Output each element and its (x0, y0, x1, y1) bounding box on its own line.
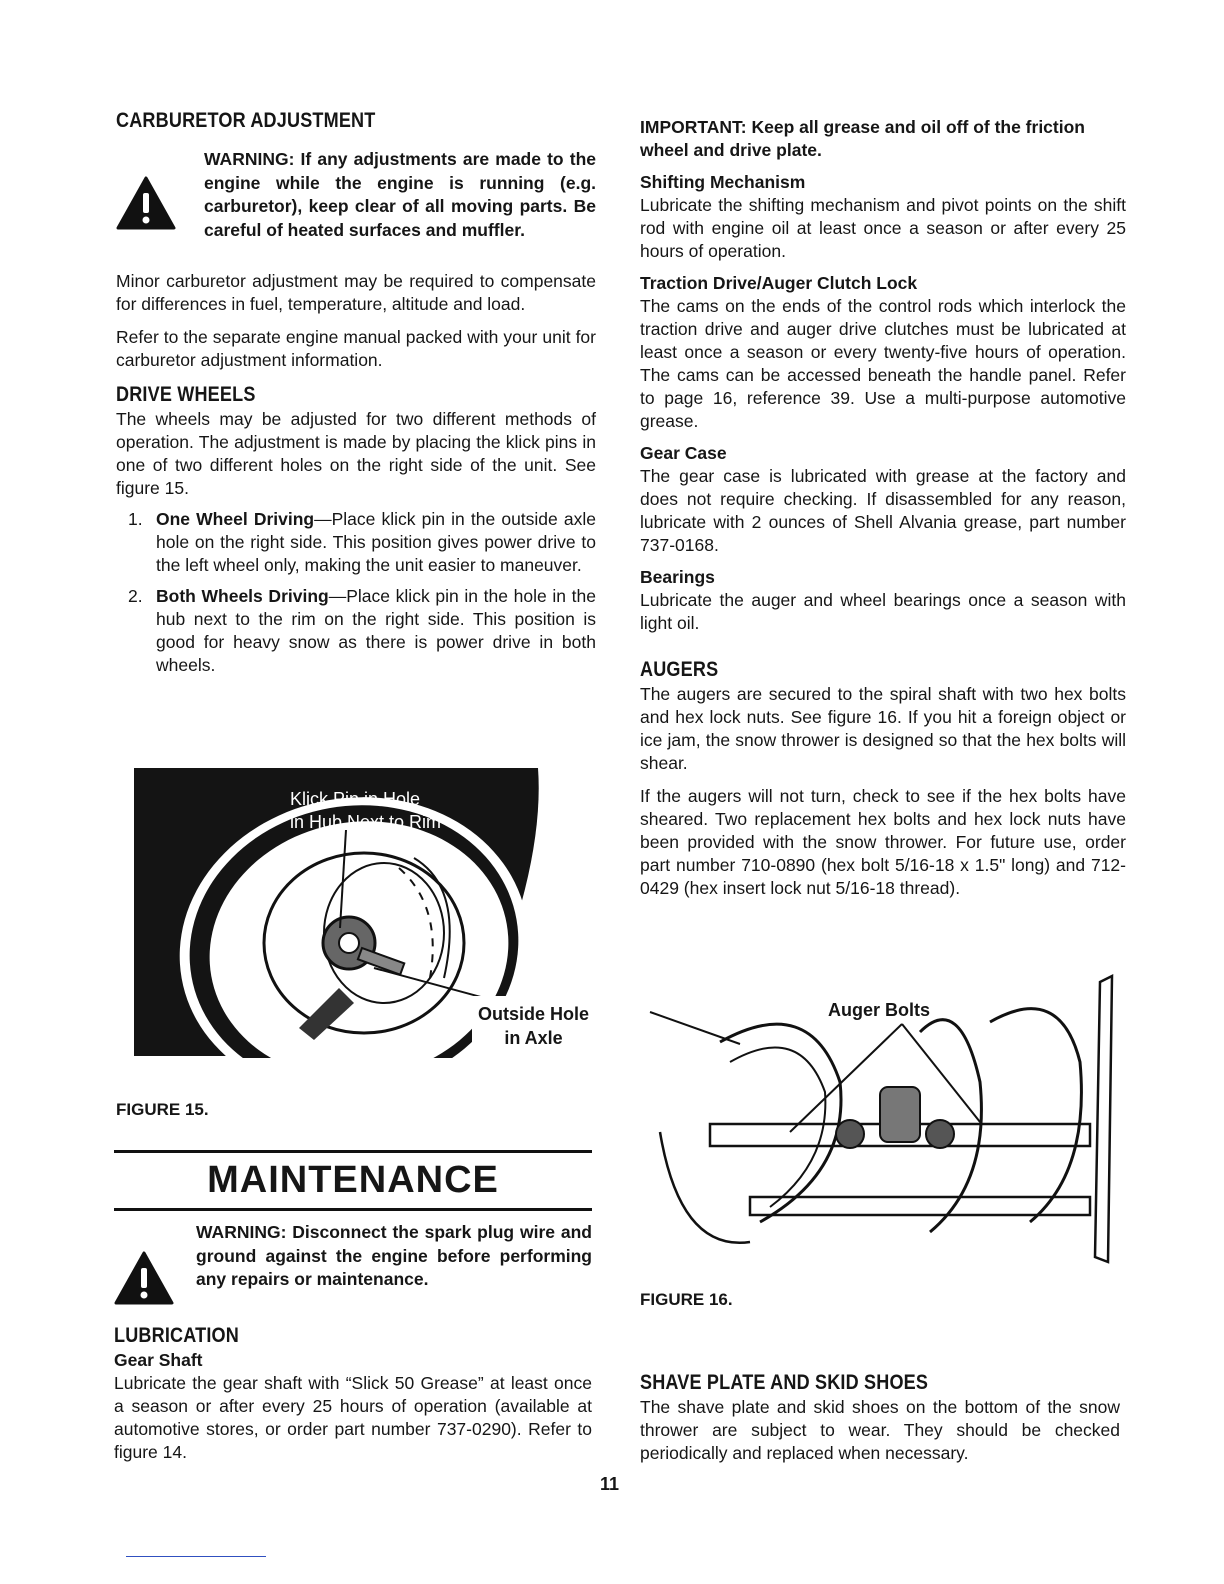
warning-triangle-icon (116, 176, 176, 230)
carburetor-adjustment-heading: CARBURETOR ADJUSTMENT (116, 109, 376, 132)
figure-15 (134, 768, 604, 1058)
carburetor-warning-text: WARNING: If any adjustments are made to the engine while the engine is running (e.g. carburetor), keep clear of all moving parts. Be careful of heated surfaces and muffler. (204, 149, 596, 240)
augers-paragraph-1: The augers are secured to the spiral shaft with two hex bolts and hex lock nuts. See figure 16. If you hit a foreign object or ice jam, the snow thrower is designed so that the hex bolts will shear. (640, 684, 1126, 773)
gear-shaft-title: Gear Shaft (114, 1350, 203, 1370)
maintenance-section (114, 1150, 592, 1464)
right-column (640, 116, 1126, 900)
list-item: 2. Both Wheels Driving—Place klick pin in the hole in the hub next to the rim on the right side. This position is good for heavy snow as there is power drive in both wheels. (128, 586, 597, 675)
traction-drive-text: The cams on the ends of the control rods which interlock the traction drive and auger drive clutches must be lubricated at least once a season or every twenty-five hours of operation. The cams can be accessed beneath the handle panel. Refer to page 16, reference 39. Use a multi-purpose automotive grease. (640, 296, 1126, 431)
lubrication-heading: LUBRICATION (114, 1324, 239, 1347)
maintenance-warning-text: WARNING: Disconnect the spark plug wire and ground against the engine before performing any repairs or maintenance. (196, 1222, 592, 1289)
traction-drive-title: Traction Drive/Auger Clutch Lock (640, 273, 918, 293)
figure-15-caption: FIGURE 15. (116, 1100, 209, 1119)
figure-16-caption: FIGURE 16. (640, 1290, 733, 1309)
figure-16-label-auger-bolts: Auger Bolts (828, 1000, 931, 1020)
shave-plate-heading: SHAVE PLATE AND SKID SHOES (640, 1371, 929, 1394)
drive-wheels-paragraph: The wheels may be adjusted for two different methods of operation. The adjustment is made by placing the klick pins in one of two different holes on the right side of the unit. See figure 15. (116, 409, 596, 498)
augers-paragraph-2: If the augers will not turn, check to see if the hex bolts have sheared. Two replacement hex bolts and hex lock nuts have been provided with the snow thrower. For future use, order part number 710-0890 (hex bolt 5/16-18 x 1.5" long) and 712-0429 (hex insert lock nut 5/16-18 thread). (640, 786, 1126, 898)
shave-plate-section (640, 1370, 1120, 1465)
left-column (116, 108, 596, 677)
figure-16 (640, 972, 1126, 1282)
shifting-mechanism-title: Shifting Mechanism (640, 172, 806, 192)
carburetor-paragraph-1: Minor carburetor adjustment may be required to compensate for differences in fuel, temperature, altitude and load. (116, 271, 596, 314)
footer-divider (126, 1556, 266, 1557)
gear-case-text: The gear case is lubricated with grease at the factory and does not require checking. If disassembled for any reason, lubricate with 2 ounces of Shell Alvania grease, part number 737-0168. (640, 466, 1126, 555)
warning-triangle-icon (114, 1251, 174, 1305)
gear-case-title: Gear Case (640, 443, 727, 463)
page-number: 11 (600, 1474, 620, 1494)
carburetor-paragraph-2: Refer to the separate engine manual packed with your unit for carburetor adjustment information. (116, 327, 596, 370)
maintenance-warning (114, 1221, 592, 1317)
carburetor-warning (116, 148, 596, 258)
figure-15-label-klick-pin: Klick Pin in Hole in Hub Next to Rim (290, 789, 442, 832)
maintenance-title: MAINTENANCE (114, 1150, 592, 1211)
drive-wheels-heading: DRIVE WHEELS (116, 383, 256, 406)
bearings-text: Lubricate the auger and wheel bearings once a season with light oil. (640, 590, 1126, 633)
gear-shaft-text: Lubricate the gear shaft with “Slick 50 Grease” at least once a season or after every 25 hours of operation (available at automotive stores, or order part number 737-0290). Refer to figure 14. (114, 1373, 592, 1462)
list-item: 1. One Wheel Driving—Place klick pin in the outside axle hole on the right side. This position gives power drive to the left wheel only, making the unit easier to maneuver. (128, 509, 597, 575)
shifting-mechanism-text: Lubricate the shifting mechanism and pivot points on the shift rod with engine oil at least once a season or after every 25 hours of operation. (640, 195, 1126, 261)
drive-wheels-list (116, 508, 596, 677)
figure-15-label-outside-hole: Outside Hole in Axle (478, 1004, 590, 1048)
bearings-title: Bearings (640, 567, 715, 587)
shave-plate-text: The shave plate and skid shoes on the bottom of the snow thrower are subject to wear. They should be checked periodically and replaced when necessary. (640, 1397, 1120, 1463)
augers-heading: AUGERS (640, 658, 719, 681)
important-note: IMPORTANT: Keep all grease and oil off of the friction wheel and drive plate. (640, 117, 1085, 160)
